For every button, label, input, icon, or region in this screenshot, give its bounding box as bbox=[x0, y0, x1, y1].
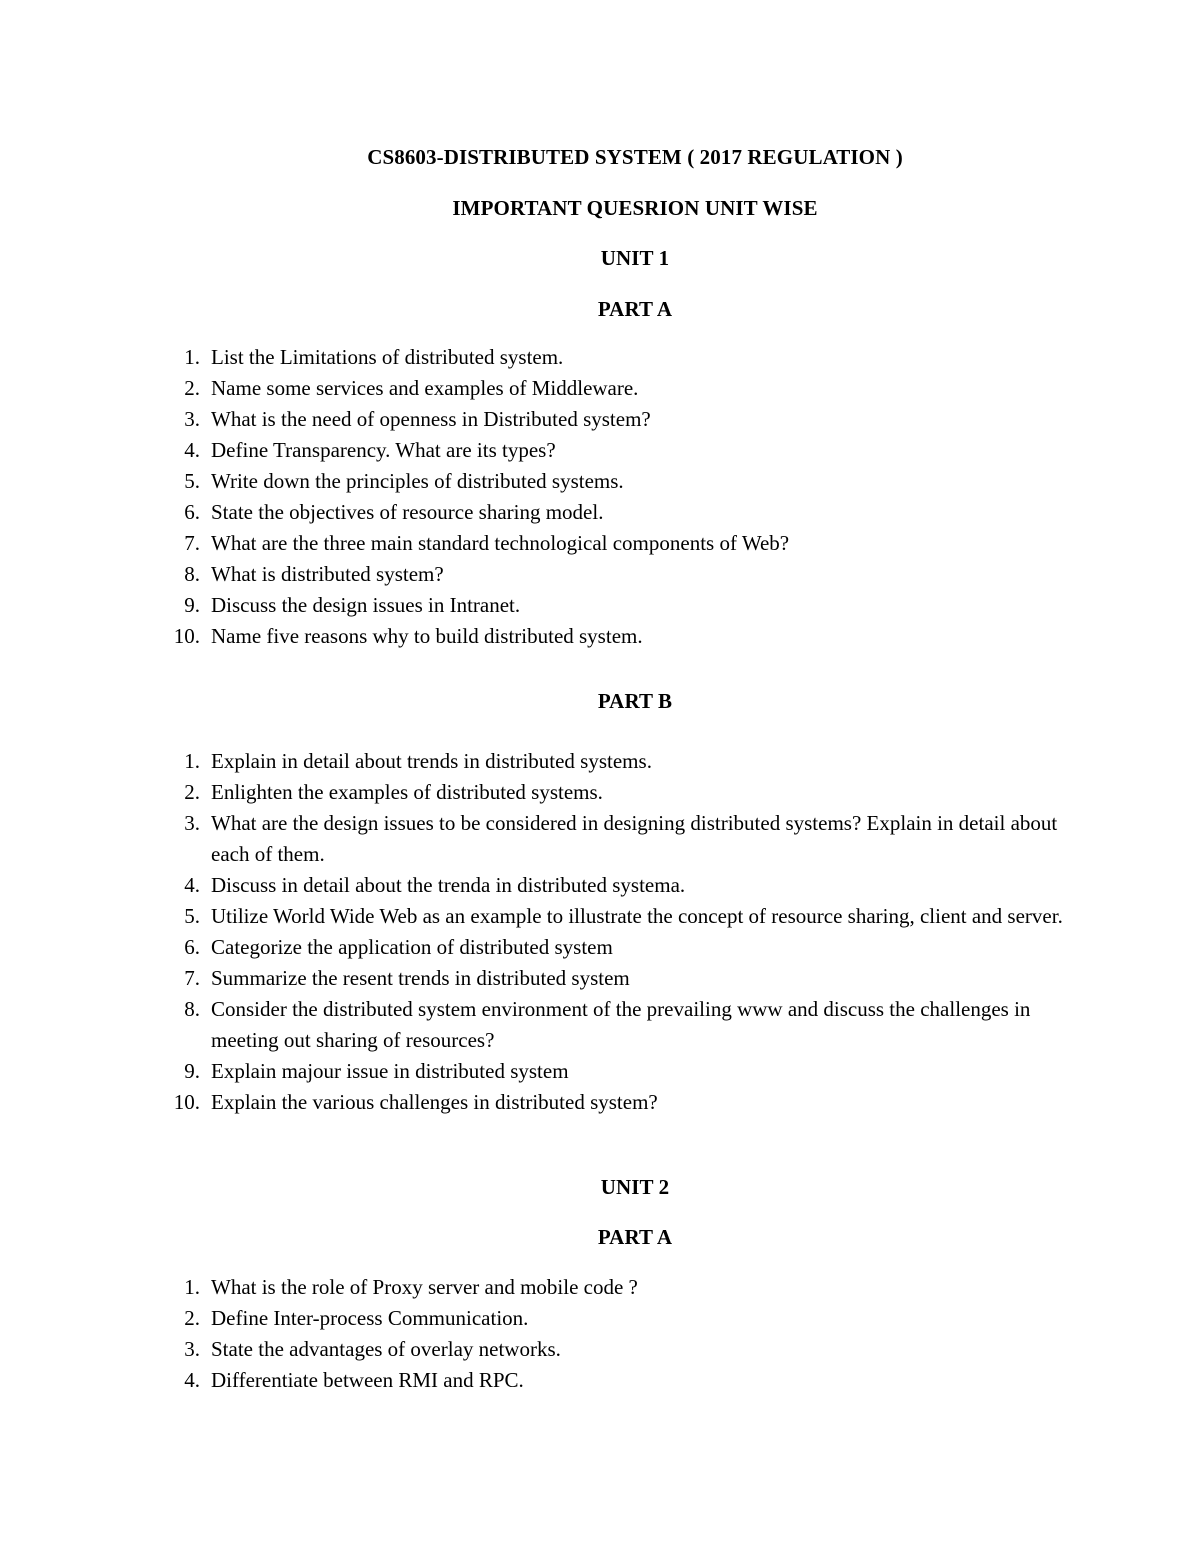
question-text: Name some services and examples of Middleware. bbox=[211, 376, 639, 400]
list-item bbox=[0, 342, 1071, 373]
unit-1-part-a-heading: PART A bbox=[597, 297, 673, 321]
question-text: Differentiate between RMI and RPC. bbox=[211, 1368, 524, 1392]
list-item bbox=[0, 1334, 1071, 1365]
item-number: 3. bbox=[184, 1337, 200, 1361]
question-text: Write down the principles of distributed systems. bbox=[211, 469, 624, 493]
item-number: 5. bbox=[184, 904, 200, 928]
item-number: 1. bbox=[184, 749, 200, 773]
list-item bbox=[0, 559, 1071, 590]
question-text: Discuss the design issues in Intranet. bbox=[211, 593, 521, 617]
list-item bbox=[0, 1365, 1071, 1396]
item-number: 4. bbox=[184, 873, 200, 897]
list-item bbox=[0, 1056, 1071, 1087]
item-number: 1. bbox=[184, 345, 200, 369]
unit-1-part-a-list bbox=[0, 342, 1200, 652]
unit-1-part-b-list bbox=[0, 746, 1200, 1118]
list-item bbox=[0, 373, 1071, 404]
item-number: 7. bbox=[184, 966, 200, 990]
item-number: 4. bbox=[184, 1368, 200, 1392]
list-item bbox=[0, 466, 1071, 497]
item-number: 3. bbox=[184, 407, 200, 431]
item-number: 9. bbox=[184, 593, 200, 617]
question-text: List the Limitations of distributed system. bbox=[211, 345, 564, 369]
unit-1-part-b-heading: PART B bbox=[597, 689, 673, 713]
list-item bbox=[0, 1303, 1071, 1334]
list-item bbox=[0, 1272, 1071, 1303]
question-text: Define Inter-process Communication. bbox=[211, 1306, 529, 1330]
list-item bbox=[0, 621, 1071, 652]
list-item bbox=[0, 746, 1071, 777]
item-number: 4. bbox=[184, 438, 200, 462]
unit-2-part-a-heading: PART A bbox=[597, 1225, 673, 1249]
question-text: What are the three main standard technological components of Web? bbox=[211, 531, 790, 555]
question-text: State the objectives of resource sharing model. bbox=[211, 500, 604, 524]
question-text: State the advantages of overlay networks. bbox=[211, 1337, 561, 1361]
list-item bbox=[0, 808, 1071, 870]
item-number: 5. bbox=[184, 469, 200, 493]
question-text: Define Transparency. What are its types? bbox=[211, 438, 556, 462]
question-text: What is distributed system? bbox=[211, 562, 444, 586]
item-number: 8. bbox=[184, 562, 200, 586]
document-subtitle: IMPORTANT QUESRION UNIT WISE bbox=[452, 196, 818, 220]
item-number: 10. bbox=[173, 1090, 200, 1114]
question-text: Explain in detail about trends in distributed systems. bbox=[211, 749, 652, 773]
list-item bbox=[0, 777, 1071, 808]
list-item bbox=[0, 528, 1071, 559]
item-number: 2. bbox=[184, 376, 200, 400]
list-item bbox=[0, 497, 1071, 528]
question-text: Enlighten the examples of distributed systems. bbox=[211, 780, 603, 804]
question-text: What are the design issues to be considered in designing distributed systems? Explain in detail about each of them. bbox=[211, 811, 1058, 866]
item-number: 7. bbox=[184, 531, 200, 555]
list-item bbox=[0, 590, 1071, 621]
document-title: CS8603-DISTRIBUTED SYSTEM ( 2017 REGULATION ) bbox=[367, 145, 903, 169]
list-item bbox=[0, 963, 1071, 994]
item-number: 2. bbox=[184, 780, 200, 804]
item-number: 2. bbox=[184, 1306, 200, 1330]
unit-2-part-a-list bbox=[0, 1272, 1200, 1396]
unit-2-heading: UNIT 2 bbox=[600, 1175, 670, 1199]
list-item bbox=[0, 901, 1071, 932]
question-text: What is the role of Proxy server and mobile code ? bbox=[211, 1275, 638, 1299]
question-text: Categorize the application of distributed system bbox=[211, 935, 613, 959]
list-item bbox=[0, 404, 1071, 435]
list-item bbox=[0, 994, 1071, 1056]
question-text: What is the need of openness in Distributed system? bbox=[211, 407, 651, 431]
item-number: 1. bbox=[184, 1275, 200, 1299]
item-number: 6. bbox=[184, 935, 200, 959]
item-number: 10. bbox=[173, 624, 200, 648]
question-text: Consider the distributed system environment of the prevailing www and discuss the challenges in meeting out sharing of resources? bbox=[211, 997, 1031, 1052]
question-text: Explain the various challenges in distributed system? bbox=[211, 1090, 658, 1114]
item-number: 3. bbox=[184, 811, 200, 835]
unit-1-heading: UNIT 1 bbox=[600, 246, 670, 270]
item-number: 6. bbox=[184, 500, 200, 524]
list-item bbox=[0, 435, 1071, 466]
question-text: Summarize the resent trends in distributed system bbox=[211, 966, 630, 990]
list-item bbox=[0, 1087, 1071, 1118]
question-text: Name five reasons why to build distributed system. bbox=[211, 624, 643, 648]
list-item bbox=[0, 870, 1071, 901]
question-text: Utilize World Wide Web as an example to illustrate the concept of resource sharing, client and server. bbox=[211, 904, 1063, 928]
item-number: 8. bbox=[184, 997, 200, 1021]
list-item bbox=[0, 932, 1071, 963]
question-text: Discuss in detail about the trenda in distributed systema. bbox=[211, 873, 686, 897]
question-text: Explain majour issue in distributed system bbox=[211, 1059, 569, 1083]
item-number: 9. bbox=[184, 1059, 200, 1083]
